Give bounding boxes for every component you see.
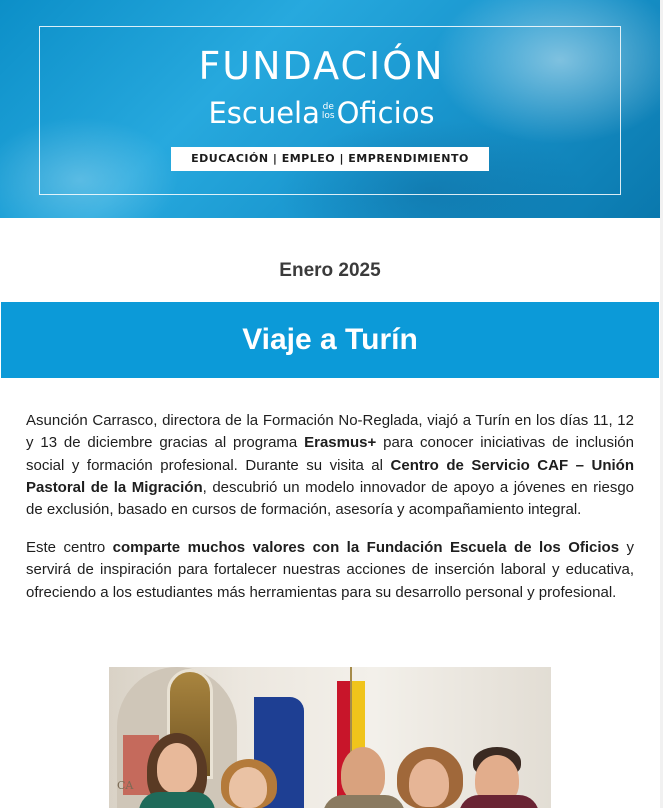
brand-title: FUNDACIÓN — [198, 44, 445, 88]
person-3-face — [341, 747, 385, 802]
brand-los: los — [321, 111, 335, 121]
tagline: EDUCACIÓN | EMPLEO | EMPRENDIMIENTO — [171, 147, 489, 171]
brand-escuela: Escuela — [208, 96, 320, 130]
article-paragraph-1 — [26, 410, 634, 521]
p2-bold-valores: comparte muchos valores con la Fundación Escuela de los Oficios — [112, 539, 620, 556]
header-banner — [0, 0, 660, 218]
p1-bold-erasmus: Erasmus+ — [304, 434, 377, 452]
p2-text-2: y servirá de inspiración para fortalecer nuestras acciones de inserción laboral y educativa, ofreciendo a los estudiantes más herramientas para su desarrollo personal y profesional. — [26, 539, 635, 601]
article-paragraph-2 — [26, 537, 634, 604]
p1-text-1: Asunción Carrasco, directora de la Formación No-Reglada, viajó a Turín en los días 11, 12 y 13 de diciembre gracias al programa — [26, 412, 634, 452]
p1-bold-centro: Centro de Servicio CAF – Unión Pastoral de la Migración — [26, 456, 634, 496]
newsletter-date: Enero 2025 — [279, 260, 381, 281]
photo-logo: CA — [117, 779, 134, 792]
p1-text-3: , descubrió un modelo innovador de apoyo a jóvenes en riesgo de exclusión, basado en cursos de formación, asesoría y acompañamiento integral. — [26, 478, 635, 519]
person-1-shirt — [139, 792, 215, 808]
brand-subtitle — [0, 96, 643, 130]
p2-text-1: Este centro — [26, 539, 113, 556]
person-3-shirt — [323, 795, 405, 808]
person-5-shirt — [459, 795, 539, 808]
person-4-face — [409, 759, 449, 807]
brand-oficios: Oficios — [336, 96, 435, 130]
brand-de-los — [322, 103, 335, 121]
article-title: Viaje a Turín — [242, 323, 418, 356]
group-photo — [109, 667, 551, 808]
p1-text-2: para conocer iniciativas de inclusión social y formación profesional. Durante su visita al — [26, 434, 634, 474]
person-1-face — [157, 743, 197, 793]
person-2-face — [229, 767, 267, 808]
title-bar — [1, 302, 659, 378]
brand-de: de — [322, 102, 334, 112]
